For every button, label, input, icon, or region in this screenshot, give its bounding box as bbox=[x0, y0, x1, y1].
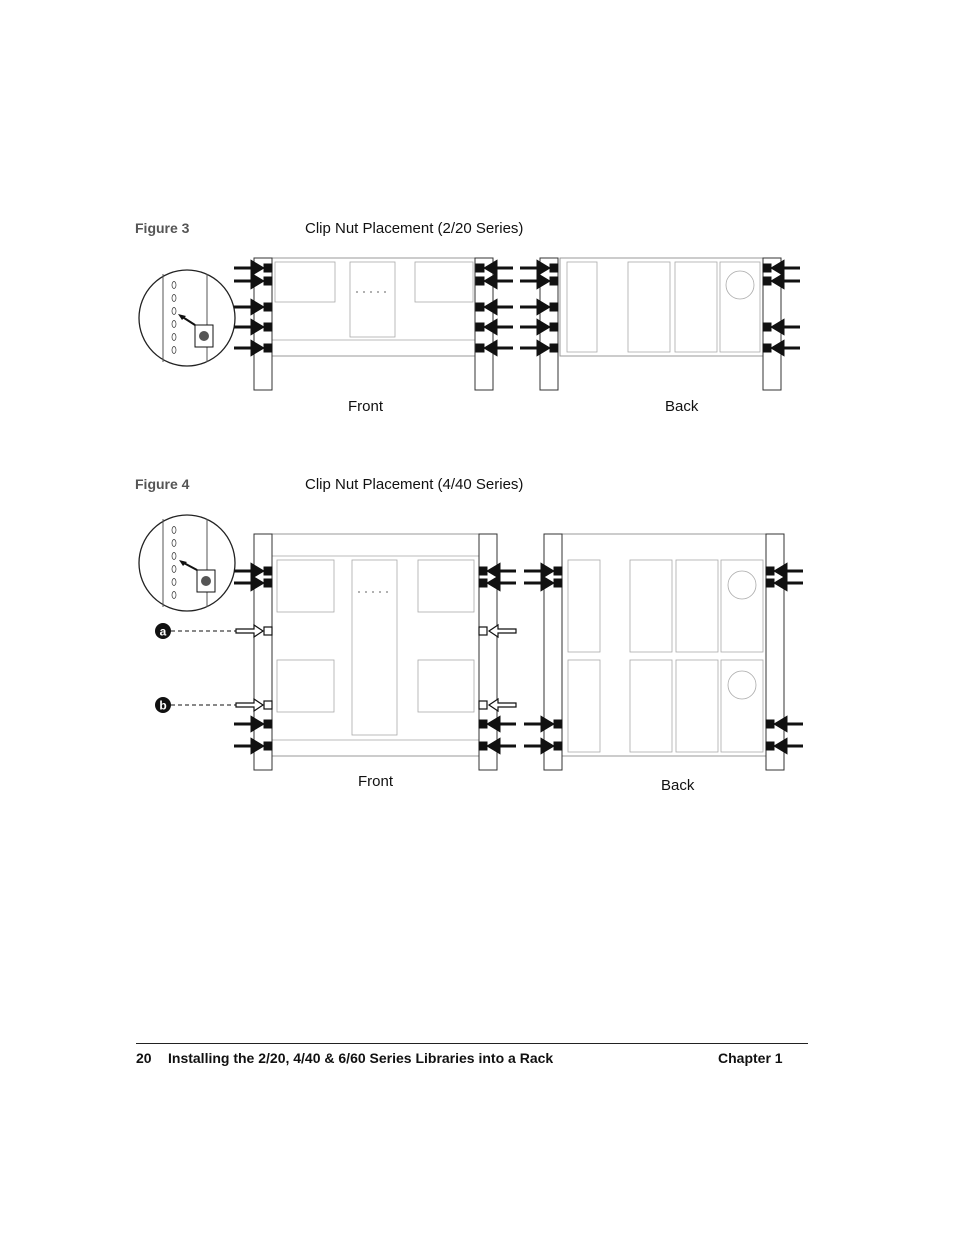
callout-a-letter: a bbox=[159, 624, 167, 639]
figure-4-back-label: Back bbox=[661, 777, 695, 794]
figure-3-front-label: Front bbox=[348, 398, 384, 415]
figure-4-front-label: Front bbox=[358, 773, 394, 790]
figure-3-title: Clip Nut Placement (2/20 Series) bbox=[305, 220, 524, 237]
callout-b bbox=[155, 697, 171, 713]
figure-4-title: Clip Nut Placement (4/40 Series) bbox=[305, 476, 524, 493]
figure-3-diagram bbox=[0, 250, 954, 400]
footer-title: Installing the 2/20, 4/40 & 6/60 Series Libraries into a Rack bbox=[168, 1050, 554, 1066]
figure-4-front-unit bbox=[254, 534, 497, 770]
figure-4-magnifier-inset bbox=[139, 515, 235, 611]
figure-4-callout-lines bbox=[171, 631, 236, 705]
figure-4-diagram bbox=[0, 510, 954, 775]
footer-chapter: Chapter 1 bbox=[718, 1050, 783, 1066]
figure-3-back-label: Back bbox=[665, 398, 699, 415]
footer-page-number: 20 bbox=[136, 1050, 152, 1066]
callout-a bbox=[155, 623, 171, 639]
figure-4-back-unit bbox=[544, 534, 784, 770]
figure-4-number: Figure 4 bbox=[135, 476, 190, 492]
figure-3-back-unit bbox=[540, 258, 781, 390]
callout-b-letter: b bbox=[159, 698, 167, 713]
figure-3-magnifier-inset bbox=[139, 270, 235, 366]
figure-3-number: Figure 3 bbox=[135, 220, 190, 236]
figure-3-front-unit bbox=[254, 258, 493, 390]
footer-rule bbox=[136, 1043, 808, 1044]
